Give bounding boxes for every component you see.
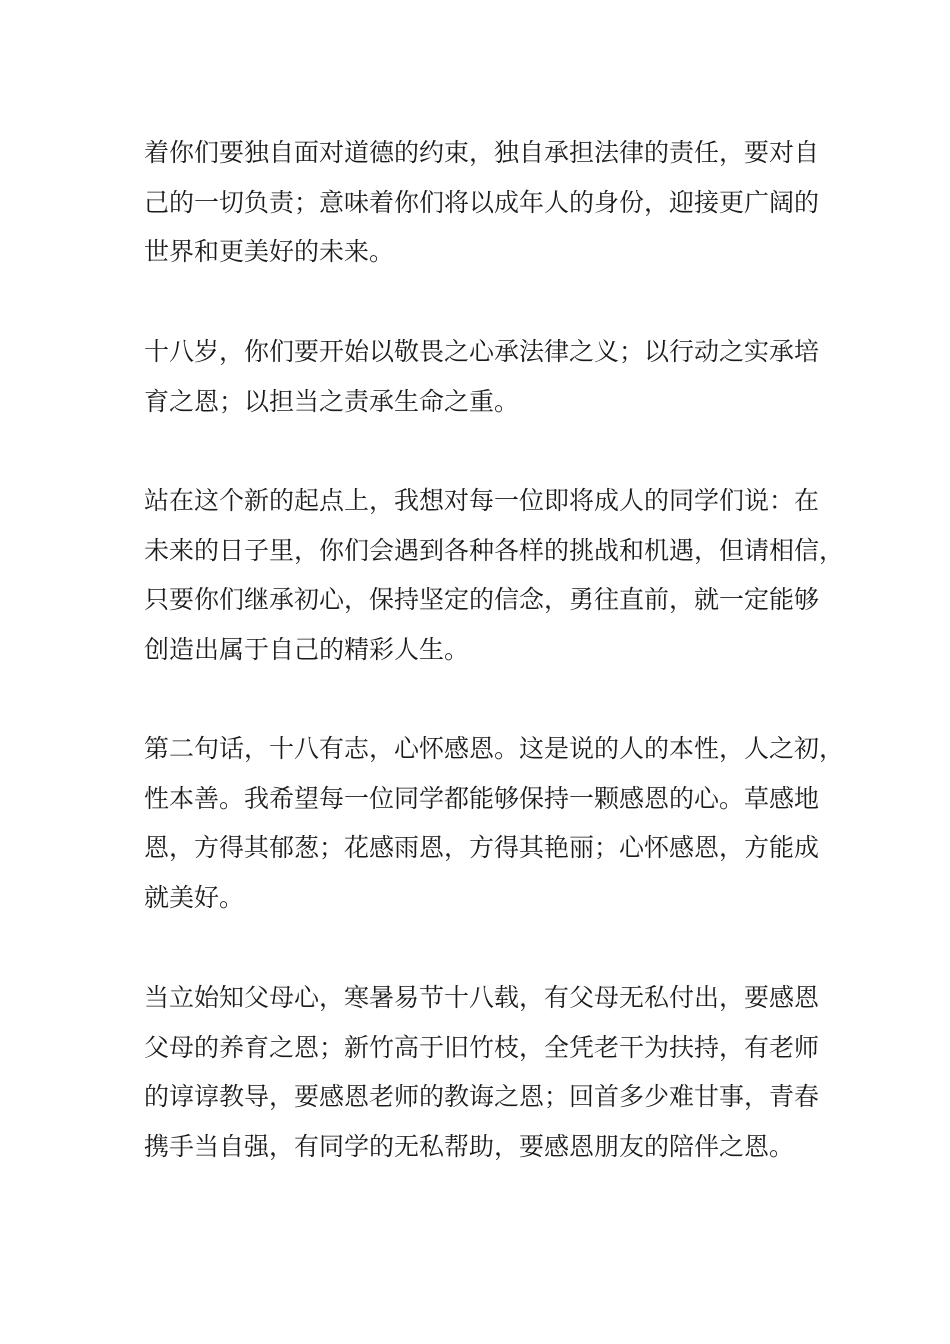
- paragraph-2: [144, 327, 834, 426]
- paragraph-4: [144, 724, 845, 922]
- paragraph-line: 十八岁，你们要开始以敬畏之心承法律之义；以行动之实承培: [144, 337, 820, 366]
- paragraph-line: 己的一切负责；意味着你们将以成年人的身份，迎接更广阔的: [144, 187, 820, 217]
- paragraph-line: 站在这个新的起点上，我想对每一位即将成人的同学们说：在: [144, 486, 820, 515]
- paragraph-line: 创造出属于自己的精彩人生。: [144, 634, 470, 664]
- paragraph-1: [144, 128, 834, 277]
- paragraph-line: 育之恩；以担当之责承生命之重。: [144, 386, 520, 416]
- paragraph-line: 当立始知父母心，寒暑易节十八载，有父母无私付出，要感恩: [144, 983, 820, 1012]
- paragraph-line: 未来的日子里，你们会遇到各种各样的挑战和机遇，但请相信，: [144, 535, 845, 565]
- paragraph-line: 只要你们继承初心，保持坚定的信念，勇往直前，就一定能够: [144, 585, 820, 614]
- paragraph-line: 携手当自强，有同学的无私帮助，要感恩朋友的陪伴之恩。: [144, 1131, 795, 1161]
- paragraph-line: 的谆谆教导，要感恩老师的教诲之恩；回首多少难甘事，青春: [144, 1082, 820, 1111]
- paragraph-line: 就美好。: [144, 882, 245, 912]
- paragraph-5: [144, 973, 834, 1171]
- paragraph-line: 第二句话，十八有志，心怀感恩。这是说的人的本性，人之初，: [144, 734, 845, 763]
- paragraph-3: [144, 476, 845, 674]
- paragraph-line: 世界和更美好的未来。: [144, 237, 395, 266]
- paragraph-line: 恩，方得其郁葱；花感雨恩，方得其艳丽；心怀感恩，方能成: [144, 833, 820, 862]
- paragraph-line: 性本善。我希望每一位同学都能够保持一颗感恩的心。草感地: [144, 783, 820, 813]
- paragraph-line: 着你们要独自面对道德的约束，独自承担法律的责任，要对自: [144, 138, 820, 167]
- paragraph-line: 父母的养育之恩；新竹高于旧竹枝，全凭老干为扶持，有老师: [144, 1032, 820, 1062]
